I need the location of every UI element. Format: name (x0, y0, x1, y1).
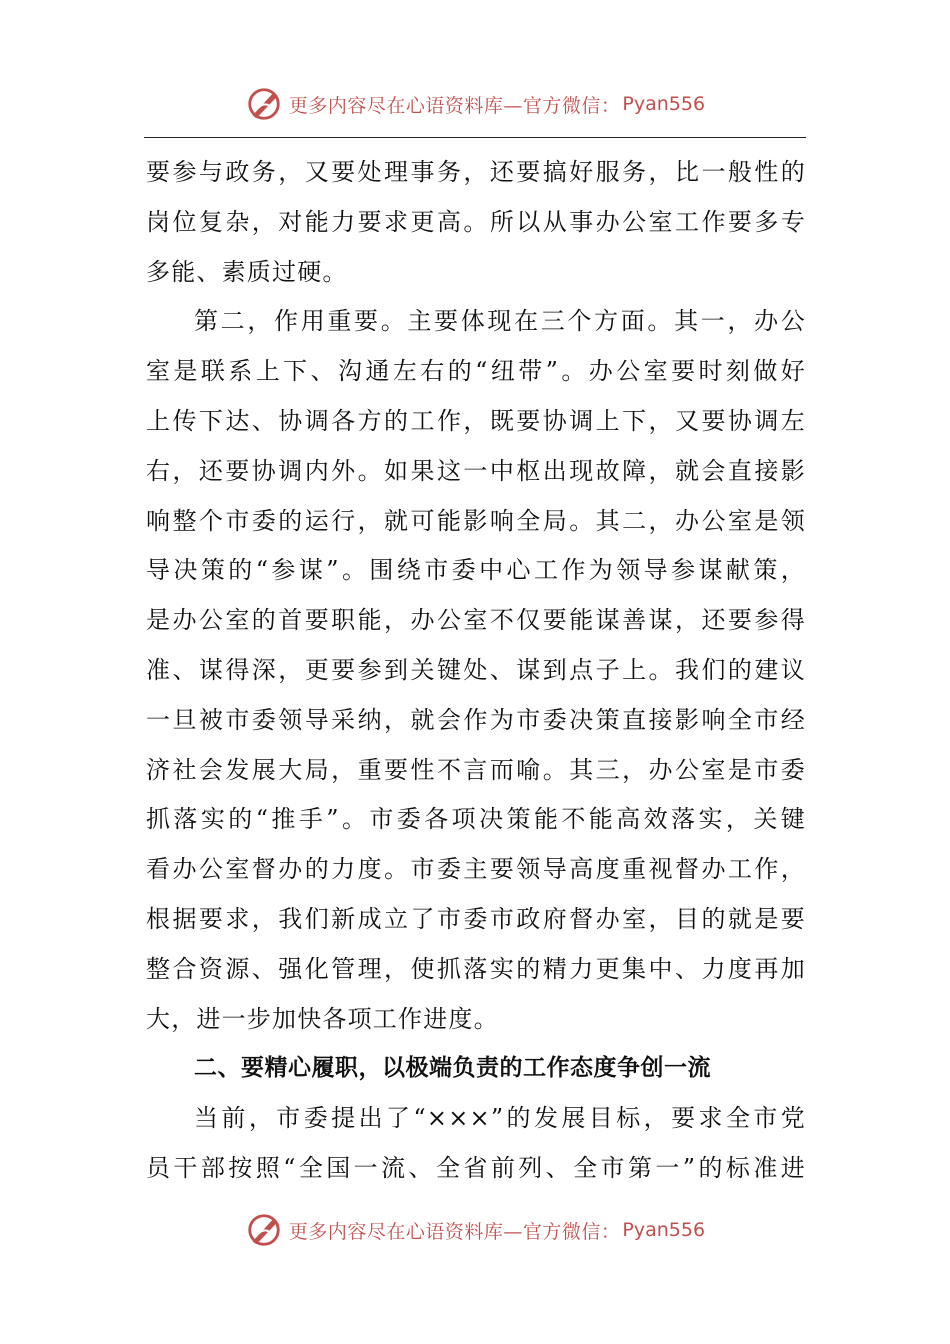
text-line: 济社会发展大局，重要性不言而喻。其三，办公室是市委 (146, 755, 806, 784)
pen-logo-icon (245, 1211, 283, 1249)
paragraph-3 (146, 1094, 806, 1194)
banner-wechat-id: Pyan556 (622, 93, 706, 115)
text-line: 是办公室的首要职能，办公室不仅要能谋善谋，还要参得 (146, 606, 806, 635)
document-body (146, 148, 806, 1194)
text-line: 员干部按照“全国一流、全省前列、全市第一”的标准进 (146, 1153, 806, 1182)
text-line: 岗位复杂，对能力要求更高。所以从事办公室工作要多专 (146, 207, 806, 236)
text-line: 当前，市委提出了“×××”的发展目标，要求全市党 (194, 1104, 806, 1133)
text-line: 整合资源、强化管理，使抓落实的精力更集中、力度再加 (146, 954, 806, 983)
pen-logo-icon (245, 85, 283, 123)
text-line: 准、谋得深，更要参到关键处、谋到点子上。我们的建议 (146, 655, 806, 684)
text-line: 大，进一步加快各项工作进度。 (146, 1004, 499, 1033)
text-line: 要参与政务，又要处理事务，还要搞好服务，比一般性的 (146, 158, 806, 186)
text-line: 右，还要协调内外。如果这一中枢出现故障，就会直接影 (146, 456, 806, 485)
header-rule (144, 137, 806, 138)
text-line: 根据要求，我们新成立了市委市政府督办室，目的就是要 (146, 904, 806, 933)
text-line: 一旦被市委领导采纳，就会作为市委决策直接影响全市经 (146, 705, 806, 734)
banner-text: 更多内容尽在心语资料库—官方微信： (288, 94, 621, 117)
paragraph-2 (146, 297, 806, 1044)
text-line: 多能、素质过硬。 (146, 257, 348, 286)
banner-text: 更多内容尽在心语资料库—官方微信： (288, 1220, 621, 1243)
text-line: 上传下达、协调各方的工作，既要协调上下，又要协调左 (146, 406, 806, 435)
header-banner (0, 82, 950, 126)
text-line: 第二，作用重要。主要体现在三个方面。其一，办公 (194, 307, 806, 336)
text-line: 响整个市委的运行，就可能影响全局。其二，办公室是领 (146, 506, 806, 535)
footer-banner (0, 1208, 950, 1252)
text-line: 看办公室督办的力度。市委主要领导高度重视督办工作， (146, 855, 806, 884)
text-line: 抓落实的“推手”。市委各项决策能不能高效落实，关键 (146, 805, 806, 834)
text-line: 室是联系上下、沟通左右的“纽带”。办公室要时刻做好 (146, 357, 806, 386)
text-line: 导决策的“参谋”。围绕市委中心工作为领导参谋献策， (146, 556, 806, 585)
paragraph-1 (146, 148, 806, 297)
banner-wechat-id: Pyan556 (622, 1219, 706, 1241)
section-heading: 二、要精心履职，以极端负责的工作态度争创一流 (194, 1055, 711, 1082)
